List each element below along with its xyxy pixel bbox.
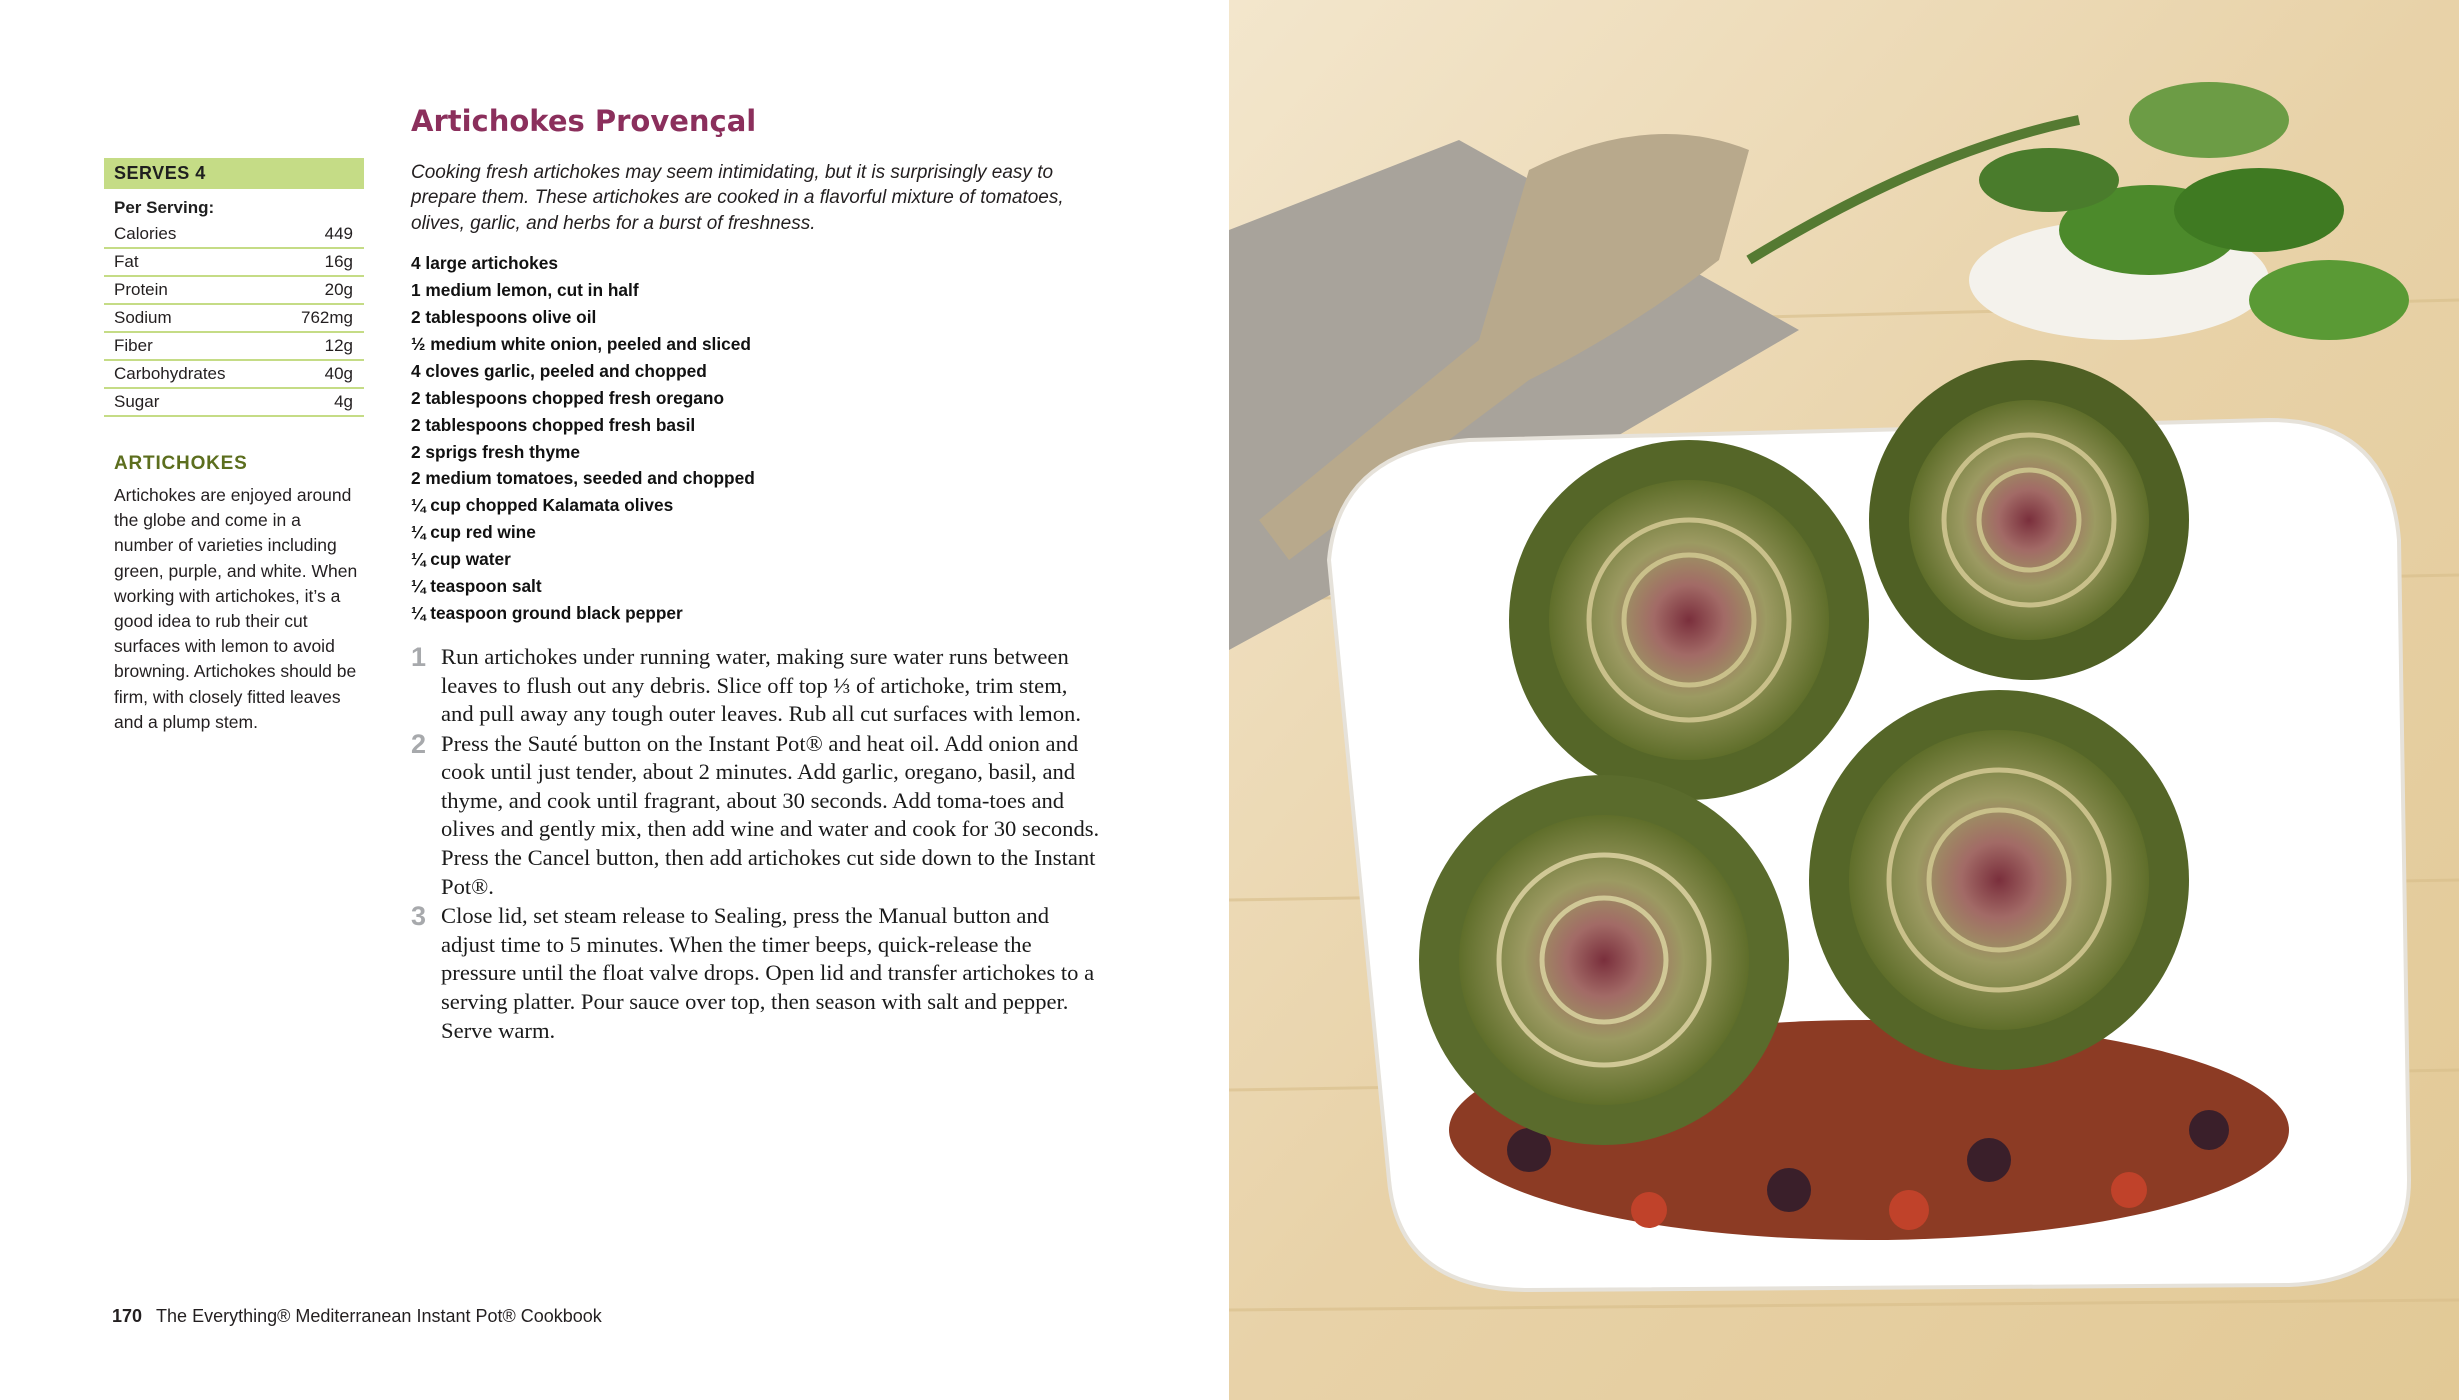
nutrition-panel <box>104 158 364 735</box>
recipe-step <box>411 643 1101 729</box>
ingredient-item: 4 cloves garlic, peeled and chopped <box>411 360 707 381</box>
recipe-photo <box>1229 0 2459 1400</box>
ingredient-list <box>411 250 1101 627</box>
recipe-step <box>411 730 1101 902</box>
nutrition-label: Sodium <box>114 308 172 327</box>
ingredient-item: ¼ cup chopped Kalamata olives <box>411 495 674 516</box>
sidebar-tip-body: Artichokes are enjoyed around the globe and come in a number of varieties including green, purple, and white. When working with artichokes, it’s a good idea to rub their cut surfaces with lemon to avoid browning. Artichokes should be firm, with closely fitted leaves and a plump stem. <box>114 485 358 732</box>
artichoke-2 <box>1869 360 2189 680</box>
step-text: Run artichokes under running water, making sure water runs between leaves to flush out any debris. Slice off top ⅓ of artichoke, trim stem, and pull away any tough outer leaves. Rub all cut surfaces with lemon. <box>441 643 1081 727</box>
left-page <box>0 0 1229 1400</box>
ingredient-item: ¼ cup red wine <box>411 522 536 543</box>
nutrition-label: Sugar <box>114 392 160 411</box>
ingredient-item: 2 tablespoons chopped fresh oregano <box>411 387 725 408</box>
nutrition-value: 40g <box>324 364 353 383</box>
recipe-title: Artichokes Provençal <box>411 104 757 138</box>
nutrition-label: Calories <box>114 224 177 243</box>
nutrition-value: 449 <box>324 224 353 243</box>
step-text: Close lid, set steam release to Sealing, press the Manual button and adjust time to 5 minutes. When the timer beeps, quick-release the pressure until the float valve drops. Open lid and transfer artichokes to a serving platter. Pour sauce over top, then season with salt and pepper. Serve warm. <box>441 903 1095 1043</box>
nutrition-value: 4g <box>334 392 353 411</box>
ingredient-item: 2 sprigs fresh thyme <box>411 441 581 462</box>
recipe <box>411 104 1101 1046</box>
nutrition-row <box>104 389 364 417</box>
page-number: 170 <box>112 1306 143 1326</box>
nutrition-table <box>104 221 364 417</box>
step-text: Press the Sauté button on the Instant Pot® and heat oil. Add onion and cook until just tender, about 2 minutes. Add garlic, oregano, basil, and thyme, and cook until fragrant, about 30 seconds. Add toma-toes and olives and gently mix, then add wine and water and cook for 30 seconds. Press the Cancel button, then add artichokes cut side down to the Instant Pot®. <box>441 730 1100 899</box>
per-serving-label: Per Serving: <box>114 198 215 217</box>
nutrition-label: Fiber <box>114 336 153 355</box>
nutrition-value: 20g <box>324 280 353 299</box>
ingredient-item: ¼ teaspoon ground black pepper <box>411 603 683 623</box>
ingredient-item: 2 tablespoons olive oil <box>411 307 597 328</box>
step-number: 3 <box>411 901 427 932</box>
nutrition-label: Protein <box>114 280 168 299</box>
artichoke-3 <box>1809 690 2189 1070</box>
ingredient-item: ¼ teaspoon salt <box>411 576 542 597</box>
nutrition-row <box>104 305 364 333</box>
nutrition-value: 762mg <box>301 308 353 327</box>
step-number: 1 <box>411 641 427 672</box>
nutrition-value: 16g <box>324 252 353 271</box>
ingredient-item: ½ medium white onion, peeled and sliced <box>411 333 751 354</box>
nutrition-label: Carbohydrates <box>114 364 226 383</box>
nutrition-row <box>104 361 364 389</box>
recipe-intro: Cooking fresh artichokes may seem intimidating, but it is surprisingly easy to prepare them. These artichokes are cooked in a flavorful mixture of tomatoes, olives, garlic, and herbs for a burst of freshness. <box>411 162 1064 234</box>
step-number: 2 <box>411 728 427 759</box>
book-title: The Everything® Mediterranean Instant Pot® Cookbook <box>156 1306 602 1326</box>
ingredient-item: 1 medium lemon, cut in half <box>411 280 639 301</box>
nutrition-value: 12g <box>324 336 353 355</box>
nutrition-label: Fat <box>114 252 139 271</box>
nutrition-row <box>104 277 364 305</box>
nutrition-row <box>104 333 364 361</box>
page-footer <box>112 1306 602 1327</box>
step-list <box>411 643 1101 1045</box>
artichokes-photo-illustration <box>1229 0 2459 1400</box>
recipe-step <box>411 902 1101 1045</box>
nutrition-row <box>104 249 364 277</box>
ingredient-item: 4 large artichokes <box>411 253 558 274</box>
artichoke-1 <box>1509 440 1869 800</box>
ingredient-item: 2 medium tomatoes, seeded and chopped <box>411 468 755 489</box>
serves-label: SERVES 4 <box>104 158 364 189</box>
artichoke-4 <box>1419 775 1789 1145</box>
nutrition-row <box>104 221 364 249</box>
ingredient-item: ¼ cup water <box>411 549 511 570</box>
sidebar-tip-title: ARTICHOKES <box>114 453 248 474</box>
ingredient-item: 2 tablespoons chopped fresh basil <box>411 414 696 435</box>
